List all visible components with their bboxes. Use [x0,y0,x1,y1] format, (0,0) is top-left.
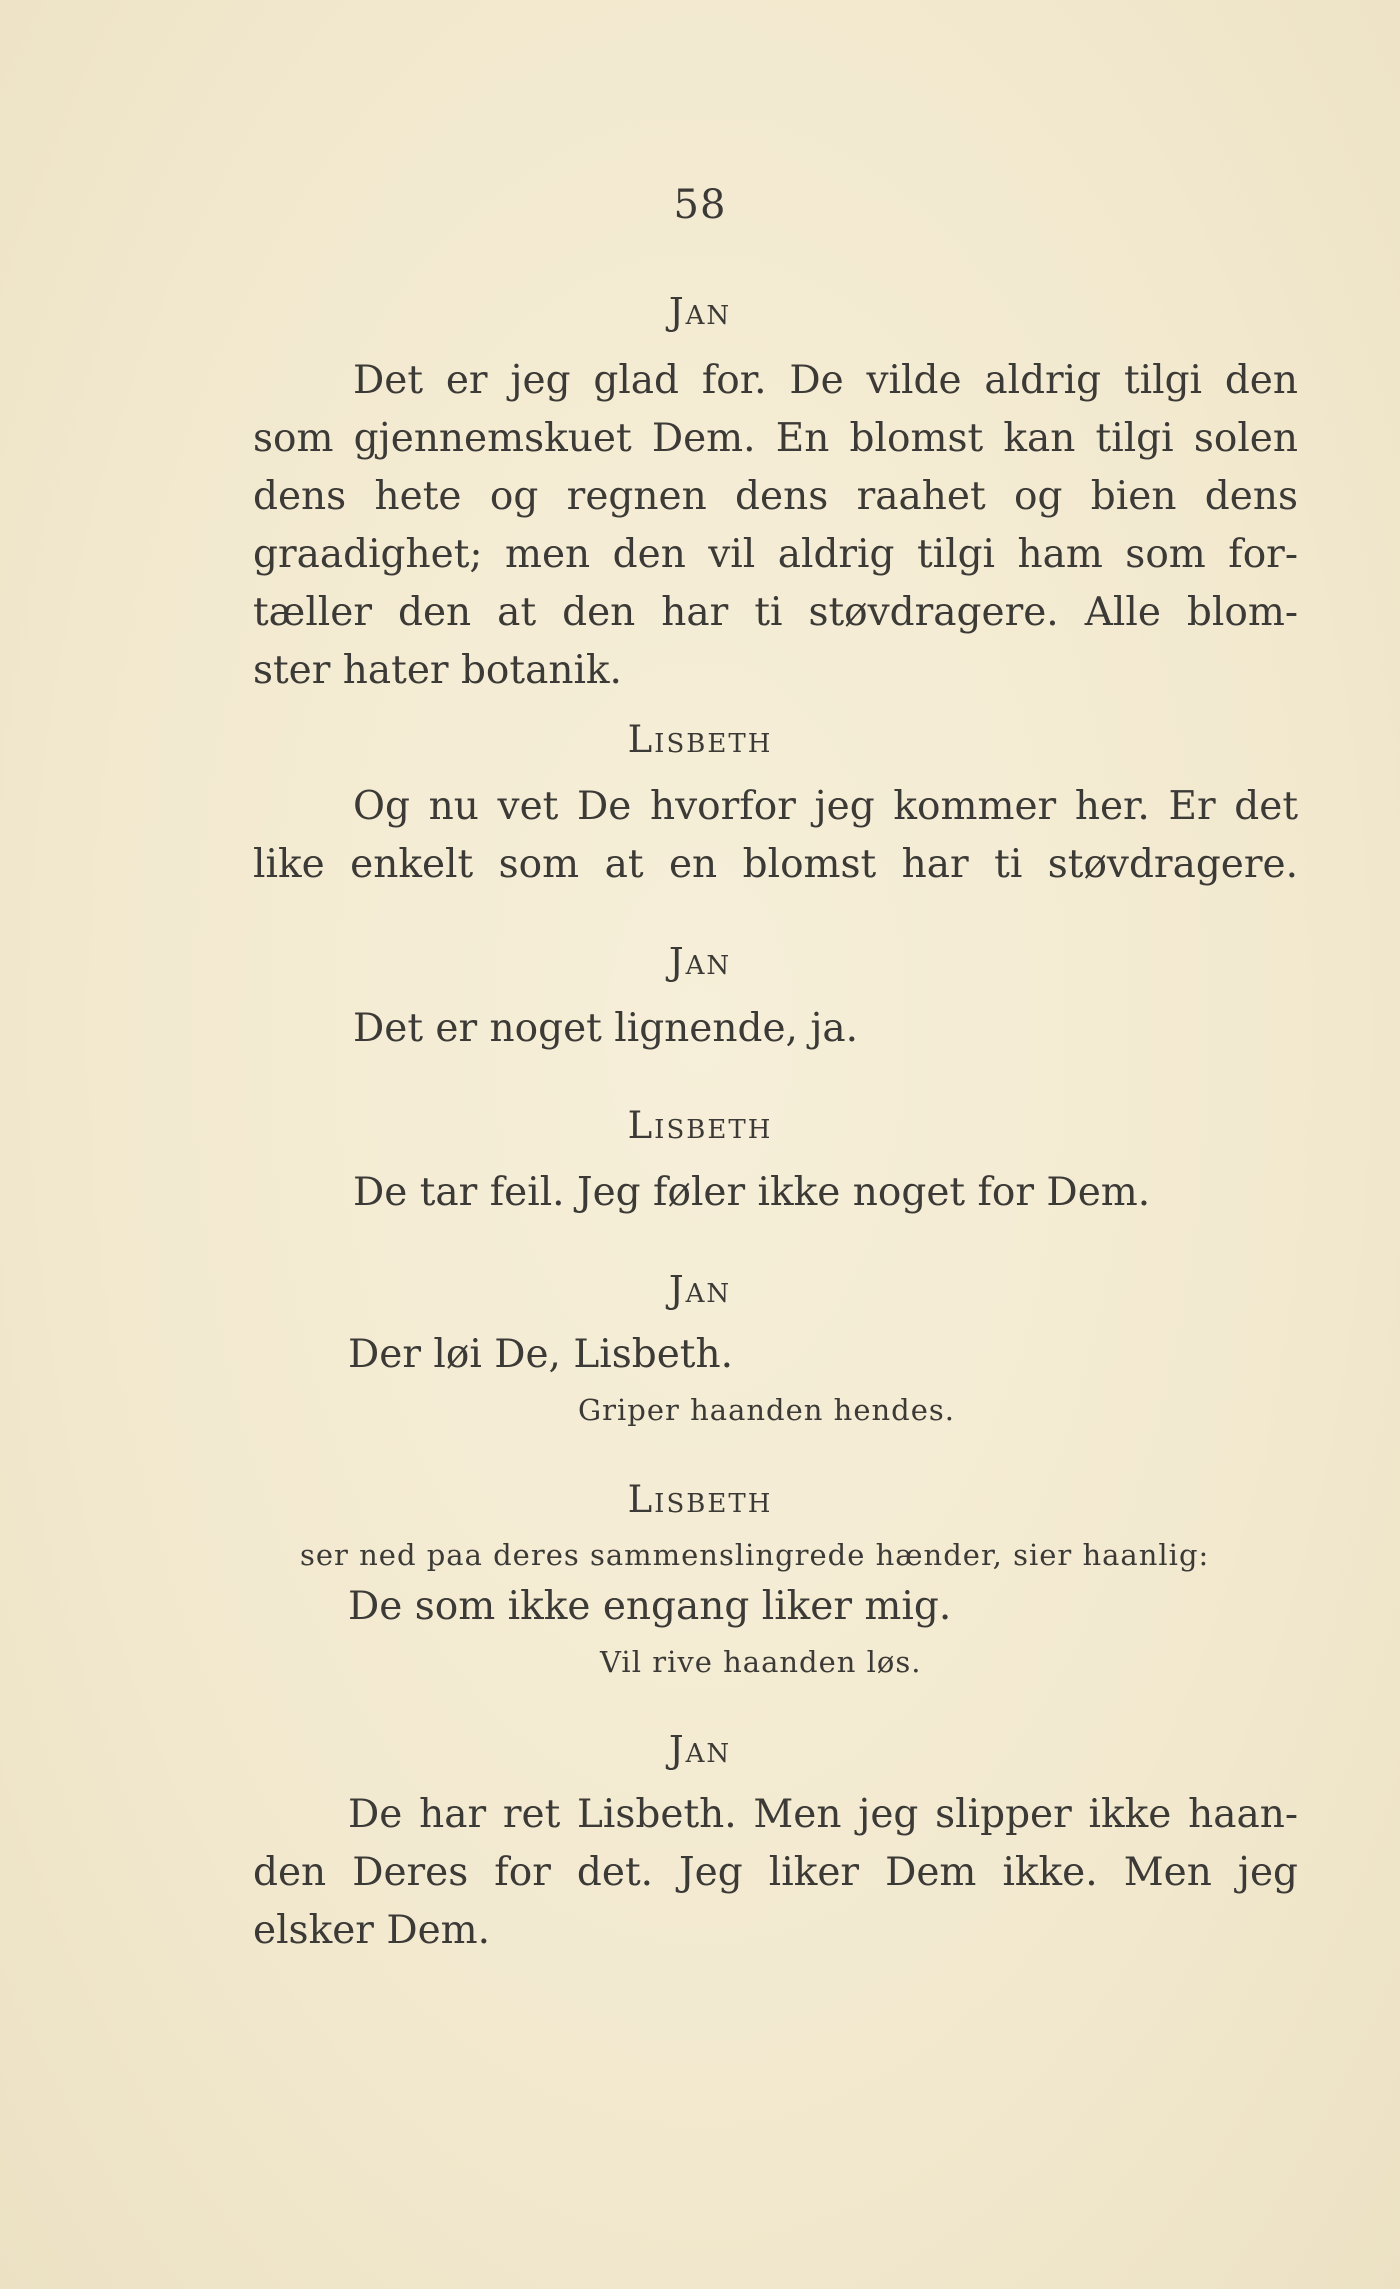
text-line: De tar feil. Jeg føler ikke noget for Dem. [353,1170,1151,1215]
text-line: ster hater botanik. [253,648,622,693]
text-line: Det er jeg glad for. De vilde aldrig tilgi den [353,358,1298,403]
text-line: den Deres for det. Jeg liker Dem ikke. Men jeg [253,1850,1298,1895]
speaker-name: Lisbeth [627,1104,773,1147]
speech-block [253,352,1298,700]
text-line: dens hete og regnen dens raahet og bien dens [253,474,1298,519]
text-line: elsker Dem. [253,1908,491,1953]
text-line: Og nu vet De hvorfor jeg kommer her. Er det [353,784,1298,829]
text-line: tæller den at den har ti støvdragere. Alle blom- [253,590,1298,635]
text-line: like enkelt som at en blomst har ti støvdragere. [253,842,1298,887]
speech-block [253,1164,1298,1222]
text-line: Der løi De, Lisbeth. [348,1332,733,1377]
speaker-name: Lisbeth [627,1478,773,1521]
speaker-name: Jan [668,290,732,333]
speech-block [253,1578,1298,1636]
speaker-name: Lisbeth [627,718,773,761]
stage-direction: Vil rive haanden løs. [600,1645,922,1679]
speech-block [253,778,1298,894]
page-number: 58 [673,182,727,228]
speaker-name: Jan [668,1268,732,1311]
stage-direction: Griper haanden hendes. [578,1393,956,1427]
text-line: De har ret Lisbeth. Men jeg slipper ikke haan- [348,1792,1298,1837]
text-line: graadighet; men den vil aldrig tilgi ham som for- [253,532,1298,577]
text-line: som gjennemskuet Dem. En blomst kan tilgi solen [253,416,1298,461]
speaker-name: Jan [668,1728,732,1771]
speaker-name: Jan [668,940,732,983]
speech-block [253,1786,1298,1960]
speech-block [253,1000,1298,1058]
text-line: De som ikke engang liker mig. [348,1584,952,1629]
speech-block [253,1326,1298,1384]
stage-direction: ser ned paa deres sammenslingrede hænder, sier haanlig: [300,1538,1210,1572]
text-line: Det er noget lignende, ja. [353,1006,859,1051]
